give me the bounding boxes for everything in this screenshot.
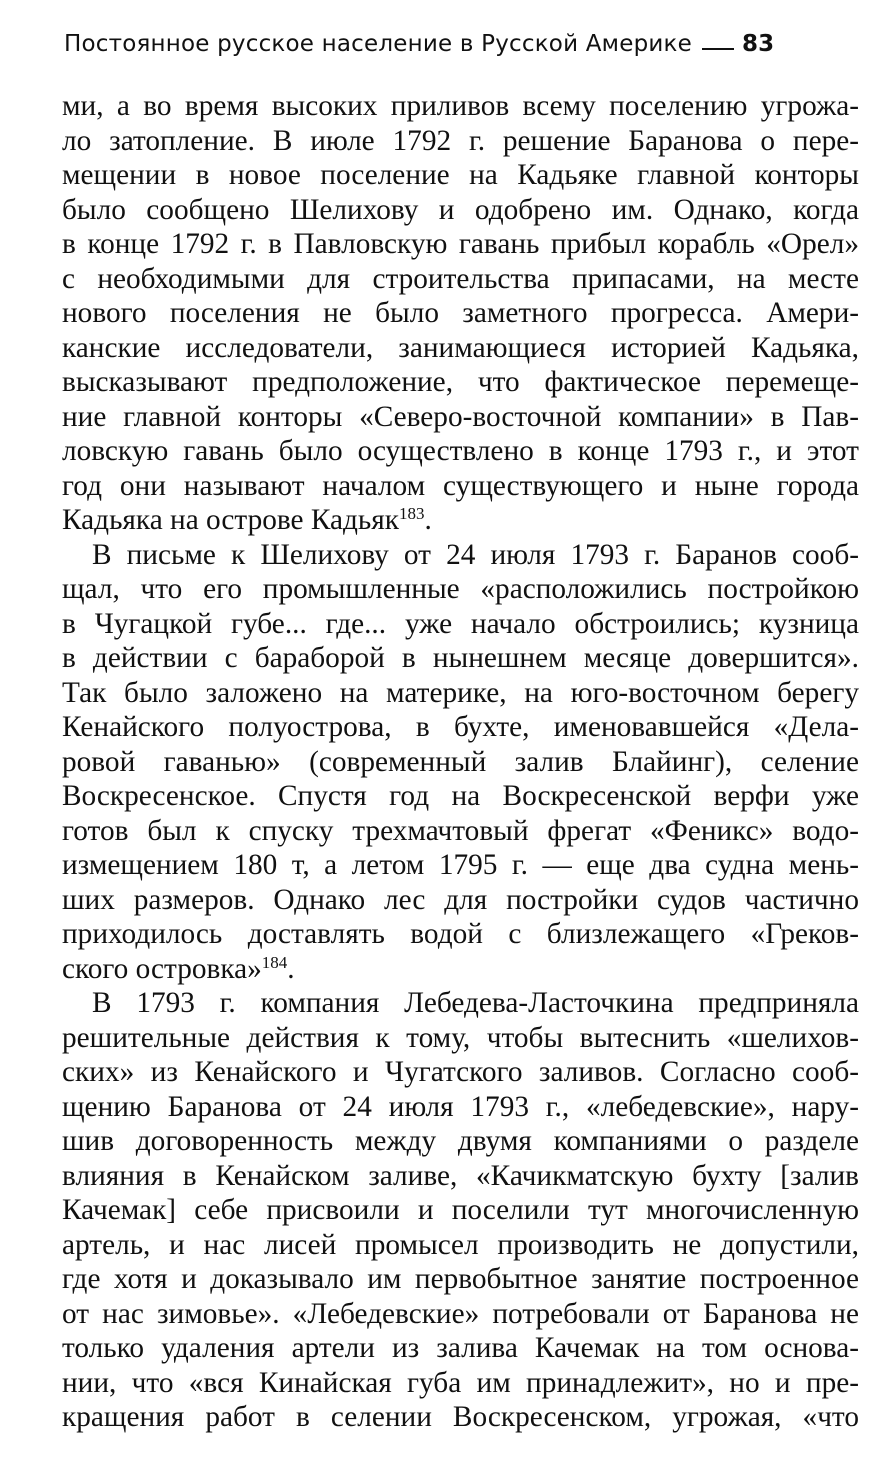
text-line: высказывают предположение, что фактическое перемеще-: [62, 366, 859, 398]
running-title: Постоянное русское население в Русской Америке: [64, 31, 692, 57]
text-line: ло затопление. В июле 1792 г. решение Баранова о пере-: [62, 124, 859, 157]
text-line: где хотя и доказывало им первобытное занятие построенное: [62, 1263, 859, 1295]
text-line: Воскресенское. Спустя год на Воскресенской верфи уже: [62, 780, 859, 812]
body-text: [62, 89, 859, 1435]
text-line: кращения работ в селении Воскресенском, угрожая, «что: [62, 1401, 859, 1433]
text-line: только удаления артели из залива Качемак на том основа-: [62, 1332, 859, 1364]
text-line: ших размеров. Однако лес для постройки судов частично: [62, 883, 859, 916]
text-line: от нас зимовье». «Лебедевские» потребовали от Баранова не: [62, 1297, 859, 1330]
text-line: шив договоренность между двумя компаниями о разделе: [62, 1125, 859, 1157]
text-line: Так было заложено на материке, на юго-восточном берегу: [62, 676, 859, 709]
footnote-ref-183[interactable]: 183: [399, 504, 425, 523]
page-number: 83: [741, 31, 775, 57]
text-line: щал, что его промышленные «расположились постройкою: [62, 573, 859, 605]
text-line: ловскую гавань было осуществлено в конце 1793 г., и этот: [62, 435, 859, 467]
text-line: год они называют началом существующего и ныне города: [62, 469, 859, 502]
text-line: решительные действия к тому, чтобы вытеснить «шелихов-: [62, 1021, 859, 1054]
line-end-punct: .: [424, 504, 432, 536]
text-line: в конце 1792 г. в Павловскую гавань прибыл корабль «Орел»: [62, 228, 859, 260]
text-line: было сообщено Шелихову и одобрено им. Однако, когда: [62, 193, 859, 226]
text-line: Кенайского полуострова, в бухте, именовавшейся «Дела-: [62, 711, 859, 743]
running-header: [64, 26, 864, 62]
text-line: В письме к Шелихову от 24 июля 1793 г. Баранов сооб-: [92, 538, 859, 571]
text-line: щению Баранова от 24 июля 1793 г., «лебедевские», нару-: [62, 1090, 859, 1123]
text-line: измещением 180 т, а летом 1795 г. — еще два судна мень-: [62, 849, 859, 881]
text-line: мещении в новое поселение на Кадьяке главной конторы: [62, 159, 859, 191]
text-line: артель, и нас лисей промысел производить не допустили,: [62, 1228, 859, 1261]
text-line: Качемак] себе присвоили и поселили тут многочисленную: [62, 1194, 859, 1226]
line-text: ского островка»: [62, 952, 262, 985]
text-line: приходилось доставлять водой с близлежащего «Греков-: [62, 918, 859, 950]
text-line: ровой гаванью» (современный залив Блайинг), селение: [62, 745, 859, 778]
text-line: [62, 503, 859, 538]
text-line: ние главной конторы «Северо-восточной компании» в Пав-: [62, 400, 859, 433]
header-rule: [702, 48, 734, 50]
text-line: в Чугацкой губе... где... уже начало обстроились; кузница: [62, 607, 859, 640]
text-line: В 1793 г. компания Лебедева-Ласточкина предприняла: [92, 987, 859, 1019]
text-line: влияния в Кенайском заливе, «Качикматскую бухту [залив: [62, 1159, 859, 1192]
text-line: ских» из Кенайского и Чугатского заливов. Согласно сооб-: [62, 1056, 859, 1088]
text-line: нии, что «вся Кинайская губа им принадлежит», но и пре-: [62, 1366, 859, 1399]
text-line: [62, 952, 859, 987]
text-line: ми, а во время высоких приливов всему поселению угрожа-: [62, 90, 859, 122]
text-line: готов был к спуску трехмачтовый фрегат «Феникс» водо-: [62, 814, 859, 847]
text-line: с необходимыми для строительства припасами, на месте: [62, 262, 859, 295]
text-line: канские исследователи, занимающиеся историей Кадьяка,: [62, 331, 859, 364]
footnote-ref-184[interactable]: 184: [261, 952, 288, 972]
line-text: Кадьяка на острове Кадьяк: [62, 504, 399, 536]
line-end-punct: .: [287, 952, 295, 985]
text-line: в действии с бараборой в нынешнем месяце довершится».: [62, 642, 859, 674]
text-line: нового поселения не было заметного прогресса. Амери-: [62, 297, 859, 329]
